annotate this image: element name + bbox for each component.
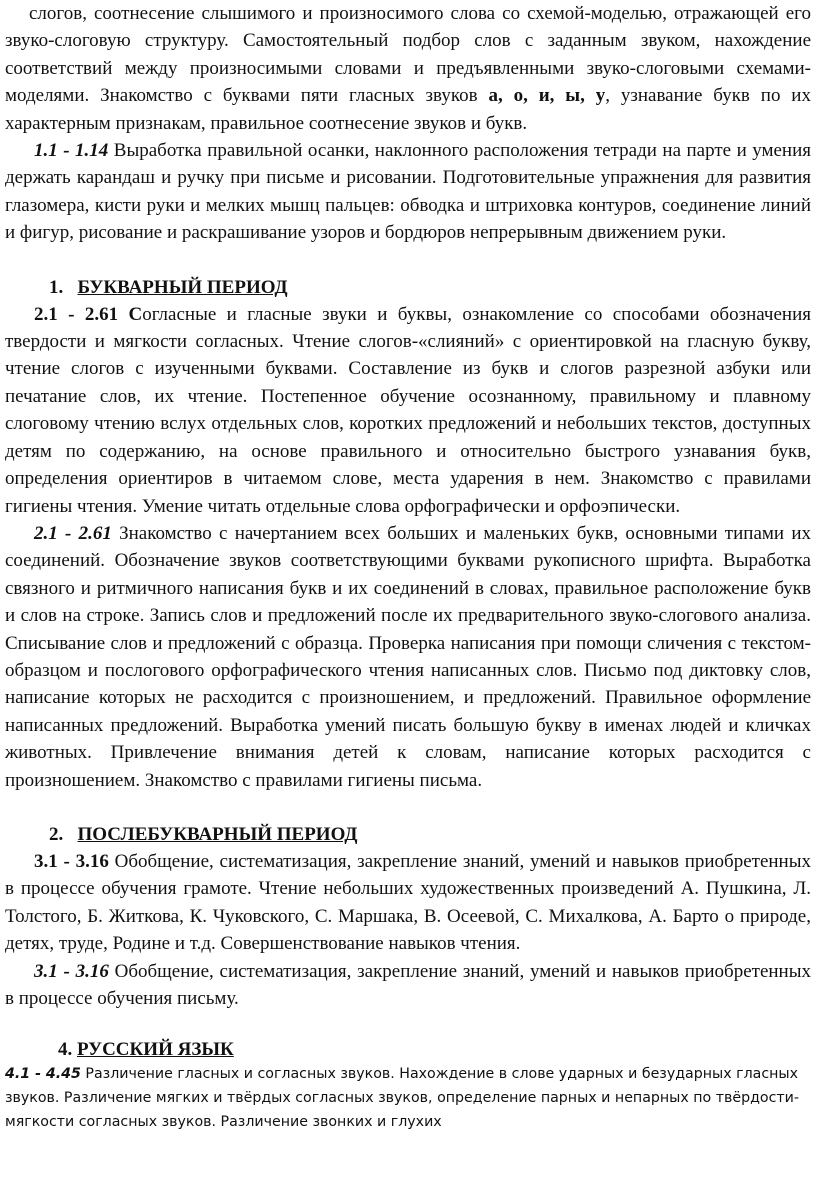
section-title: ПОСЛЕБУКВАРНЫЙ ПЕРИОД	[77, 823, 358, 845]
paragraph-text: Знакомство с начертанием всех больших и маленьких букв, основными типами их соединений. Обозначение звуков соответствующими буквами рукописного шрифта. Выработка связного и ритмичного написания букв и их соединений в словах, правильное расположение букв и слов на строке. Запись слов и предложений после их предварительного звуко-слогового анализа. Списывание слов и предложений с образца. Проверка написания при помощи сличения с текстом-образцом и послогового орфографического чтения написанных слов. Письмо под диктовку слов, написание которых не расходится с произношением, и предложений. Правильное оформление написанных предложений. Выработка умений писать большую букву в именах людей и кличках животных. Привлечение внимания детей к словам, написание которых расходится с произношением. Знакомство с правилами гигиены письма.	[5, 522, 812, 791]
section-heading-1	[5, 274, 811, 301]
section1-reading-paragraph	[5, 301, 811, 520]
section-heading-2	[5, 821, 811, 848]
paragraph-ref: 3.1 - 3.16	[34, 850, 109, 872]
paragraph-text: Обобщение, систематизация, закрепление знаний, умений и навыков приобретенных в процессе обучения письму.	[5, 960, 811, 1009]
section1-writing-paragraph	[5, 520, 811, 794]
posture-paragraph	[5, 137, 811, 247]
intro-text: слогов, соотнесение слышимого и произносимого слова со схемой-моделью, отражающей его звуко-слоговую структуру. Самостоятельный подбор слов с заданным звуком, нахождение соответствий между произносимыми словами и предъявленными звуко-слоговыми схемами-моделями. Знакомство с буквами пяти гласных звуков	[5, 3, 811, 107]
paragraph-ref: 4.1 - 4.45	[5, 1066, 81, 1083]
section-number: 1.	[49, 276, 64, 298]
paragraph-ref: 3.1 - 3.16	[34, 960, 109, 982]
section-number: 2.	[49, 823, 64, 845]
section2-reading-paragraph	[5, 848, 811, 958]
intro-paragraph	[5, 0, 811, 137]
section-heading-4	[5, 1036, 811, 1063]
paragraph-text: Обобщение, систематизация, закрепление знаний, умений и навыков приобретенных в процессе обучения грамоте. Чтение небольших художественных произведений А. Пушкина, Л. Толстого, Б. Житкова, К. Чуковского, С. Маршака, В. Осеевой, С. Михалкова, А. Барто о природе, детях, труде, Родине и т.д. Совершенствование навыков чтения.	[5, 850, 811, 955]
section2-writing-paragraph	[5, 958, 811, 1013]
spacer	[5, 247, 811, 274]
section-title: БУКВАРНЫЙ ПЕРИОД	[77, 276, 288, 298]
intro-text-tail: , узнавание букв по их характерным признакам, правильное соотнесение звуков и букв.	[5, 85, 811, 134]
paragraph-ref: 2.1 - 2.61	[34, 303, 119, 325]
spacer	[5, 794, 811, 821]
spacer	[5, 1012, 811, 1036]
bold-initial-letter: С	[128, 303, 143, 325]
paragraph-text: огласные и гласные звуки и буквы, ознакомление со способами обозначения твердости и мягкости согласных. Чтение слогов-«слияний» с ориентировкой на гласную букву, чтение слогов с изученными буквами. Составление из букв и слогов разрезной азбуки или печатание слов, их чтение. Постепенное обучение осознанному, правильному и плавному слоговому чтению вслух отдельных слов, коротких предложений и небольших текстов, доступных детям по содержанию, на основе правильного и относительно быстрого узнавания букв, определения ориентиров в читаемом слове, места ударения в нем. Знакомство с правилами гигиены чтения. Умение читать отдельные слова орфографически и орфоэпически.	[5, 303, 811, 517]
section-number: 4.	[58, 1039, 73, 1061]
paragraph-text: Выработка правильной осанки, наклонного расположения тетради на парте и умения держать карандаш и ручку при письме и рисовании. Подготовительные упражнения для развития глазомера, кисти руки и мелких мышц пальцев: обводка и штриховка контуров, соединение линий и фигур, рисование и раскрашивание узоров и бордюров непрерывным движением руки.	[5, 140, 812, 244]
vowel-letters: а, о, и, ы, у	[488, 85, 606, 107]
section4-paragraph	[5, 1063, 811, 1134]
paragraph-ref: 1.1 - 1.14	[34, 140, 109, 162]
paragraph-ref: 2.1 - 2.61	[34, 522, 112, 544]
section-title: РУССКИЙ ЯЗЫК	[77, 1039, 234, 1061]
paragraph-text: Различение гласных и согласных звуков. Нахождение в слове ударных и безударных гласных звуков. Различение мягких и твёрдых согласных звуков, определение парных и непарных по твёрдости-мягкости согласных звуков. Различение звонких и глухих	[5, 1066, 800, 1130]
